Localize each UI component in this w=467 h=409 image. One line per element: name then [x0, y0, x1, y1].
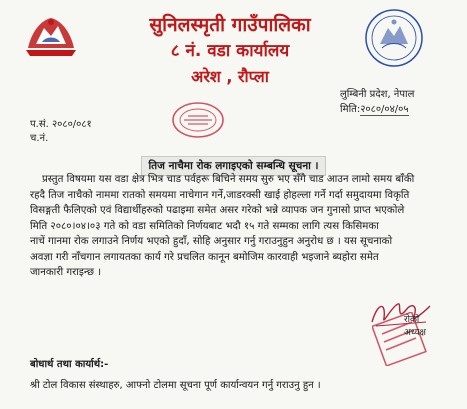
body-line: जानकारी गराइन्छ । [30, 267, 102, 278]
ward-office-name: ८ नं. वडा कार्यालय [170, 41, 290, 61]
date-line [340, 101, 409, 115]
body-line: विसङ्गती फैलिएको एवं विद्यार्थीहरुको पढाइमा समेत असर गरेको भन्ने व्यापक जन गुनासो प्राप्त भएकोले [30, 205, 405, 216]
cc-recipient: श्री टोल विकास संस्थाहरु, आफ्नो टोलमा सूचना पूर्ण कार्यान्वयन गर्नु गराउनु हुन । [30, 380, 321, 391]
province-line: लुम्बिनी प्रदेश, नेपाल [340, 89, 415, 100]
cc-heading: बोधार्थ तथा कार्यार्थ:- [30, 359, 109, 370]
office-location: अरेश , रौप्ला [191, 67, 269, 86]
notice-subject: तिज नाचैमा रोक लगाइएको सम्बन्धि सूचना । [141, 156, 325, 176]
body-line: नाचें गानमा रोक लगाउने निर्णय भएको हुदाँ, सोहि अनुसार गर्नु गराउनुहुन अनुरोध छ । यस सूचनाको [30, 236, 393, 247]
signatory-role: अध्यक्ष [404, 328, 426, 338]
date-value: २०८०/०४/०५ [360, 104, 409, 115]
municipality-seal-icon [362, 6, 426, 70]
signatory-block [404, 312, 426, 338]
nepal-government-emblem-icon [22, 12, 80, 58]
municipality-name: सुनिलस्मृती गाउँपालिका [149, 14, 311, 36]
letter-number: प.सं. २०८०/०८१ [30, 119, 92, 130]
date-label: मिति: [340, 104, 361, 115]
body-line: अवज्ञा गरी नाँचगान लगायतका कार्य गरे प्रचलित कानून बमोजिम कारवाही भइजाने ब्यहोरा समेत [30, 251, 379, 263]
body-line: प्रस्तुत विषयमा यस वडा क्षेत्र भित्र चाड पर्वहरू बिचिने समय सुरु भए सँगै चाड आउन लामो समय बाँकी [42, 174, 415, 185]
body-line: मिति २०८०।०४।०३ गते को वडा समितिको निर्णयबाट भदौ १५ गते सम्मका लागि त्यस किसिमका [30, 220, 379, 232]
notice-body [30, 172, 444, 281]
letterhead [100, 12, 360, 90]
signatory-name: रोको [404, 315, 420, 325]
body-line: रहदै तिज नाचैको नाममा रातको समयमा नाचेगान गर्ने,जाडरक्सी खाई होहल्ला गर्ने गर्दा समुदायमा विकृति [30, 189, 410, 201]
ward-office-stamp-icon [170, 100, 226, 140]
dispatch-number: च.नं. [30, 133, 49, 144]
